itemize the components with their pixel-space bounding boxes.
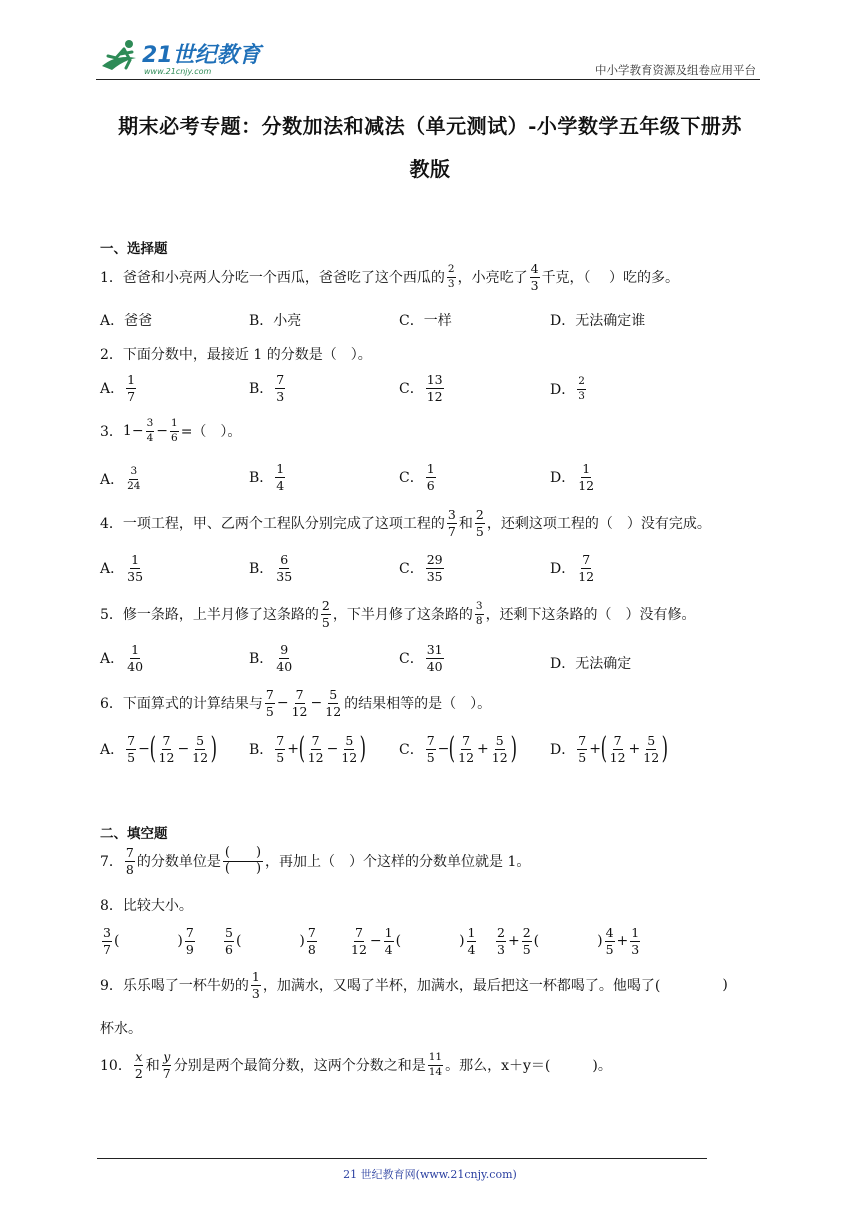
q1-option-c: C．一样 — [399, 313, 452, 329]
q1-option-d: D．无法确定谁 — [550, 313, 646, 329]
fraction: $\frac{2}{5}$ — [475, 507, 484, 539]
q8-compare-3: $\frac{7}{12}$ − $\frac{1}{4}$ ( ) $\frac{1}{4}$ — [351, 925, 476, 957]
fraction: $\frac{29}{35}$ — [426, 552, 443, 584]
page-title-line1: 期末必考专题：分数加法和减法（单元测试）-小学数学五年级下册苏 — [118, 114, 742, 138]
fraction: $\frac{7}{12}$ — [291, 687, 308, 719]
q1-option-b: B．小亮 — [249, 313, 302, 329]
question-2: 2．下面分数中，最接近 1 的分数是（ ）。 — [100, 347, 372, 363]
fraction: $\frac{7}{3}$ — [276, 372, 285, 404]
q4-option-b: B． $\frac{6}{35}$ — [249, 552, 293, 584]
fraction: $\frac{1}{7}$ — [127, 372, 136, 404]
fraction: $\frac{5}{12}$ — [491, 733, 508, 765]
fraction: $\frac{7}{9}$ — [185, 925, 194, 957]
fraction: $\frac{2}{3}$ — [497, 925, 505, 957]
fraction: $\frac{7}{12}$ — [609, 733, 626, 765]
fraction: $\frac{9}{40}$ — [276, 642, 293, 674]
fraction: $\frac{7}{5}$ — [276, 733, 285, 765]
q6-option-b: B． $\frac{7}{5}$ + ( $\frac{7}{12}$ − $\frac{5}{12}$ ) — [249, 731, 367, 767]
runner-logo-icon — [96, 36, 266, 78]
fraction: $\frac{5}{12}$ — [643, 733, 660, 765]
q3-option-b: B． $\frac{1}{4}$ — [249, 461, 285, 493]
fraction: $\frac{1}{3}$ — [251, 969, 260, 1001]
svg-text:21世纪教育: 21世纪教育 — [142, 43, 261, 68]
footer-link[interactable]: 21 世纪教育网(www.21cnjy.com) — [343, 1168, 517, 1181]
fraction: $\frac{y}{7}$ — [162, 1049, 171, 1081]
q2-option-a: A． $\frac{1}{7}$ — [100, 372, 136, 404]
q8-compare-1: $\frac{3}{7}$ ( ) $\frac{7}{9}$ — [103, 925, 194, 957]
fraction: $\frac{7}{12}$ — [578, 552, 595, 584]
footer-divider — [97, 1158, 707, 1159]
question-10: 10． $\frac{x}{2}$ 和 $\frac{y}{7}$ 分别是两个最简分数，这两个分数之和是 $\frac{11}{14}$ 。那么，x＋y＝( )。 — [100, 1049, 612, 1081]
question-4: 4． 一项工程，甲、乙两个工程队分别完成了这项工程的 $\frac{3}{7}$ 和 $\frac{2}{5}$ ，还剩这项工程的（ ）没有完成。 — [100, 507, 711, 539]
fraction: $\frac{5}{12}$ — [192, 733, 209, 765]
q3-option-d: D． $\frac{1}{12}$ — [550, 461, 595, 493]
fraction: $\frac{1}{12}$ — [578, 461, 595, 493]
q5-option-b: B． $\frac{9}{40}$ — [249, 642, 293, 674]
q8-compare-2: $\frac{5}{6}$ ( ) $\frac{7}{8}$ — [225, 925, 316, 957]
fraction: $\frac{7}{5}$ — [127, 733, 136, 765]
q1-option-a: A．爸爸 — [100, 313, 153, 329]
fraction: $\frac{7}{12}$ — [458, 733, 475, 765]
q3-option-a: A． $\frac{3}{24}$ — [100, 465, 141, 492]
site-logo — [96, 36, 266, 78]
section-heading-fill: 二、填空题 — [100, 826, 168, 842]
section-heading-choice: 一、选择题 — [100, 241, 168, 257]
q4-option-c: C． $\frac{29}{35}$ — [399, 552, 443, 584]
fraction: $\frac{3}{24}$ — [127, 465, 141, 492]
fraction: $\frac{1}{4}$ — [384, 925, 393, 957]
q6-option-a: A． $\frac{7}{5}$ − ( $\frac{7}{12}$ − $\frac{5}{12}$ ) — [100, 731, 218, 767]
q2-option-c: C． $\frac{13}{12}$ — [399, 372, 443, 404]
fraction: $\frac{1}{4}$ — [467, 925, 476, 957]
fraction: $\frac{7}{12}$ — [307, 733, 324, 765]
q4-option-d: D． $\frac{7}{12}$ — [550, 552, 595, 584]
header-platform-text: 中小学教育资源及组卷应用平台 — [595, 63, 756, 77]
fraction: $\frac{2}{3}$ — [447, 263, 455, 290]
q2-option-b: B． $\frac{7}{3}$ — [249, 372, 285, 404]
fraction: $\frac{1}{4}$ — [276, 461, 285, 493]
fraction: $\frac{7}{8}$ — [125, 845, 134, 877]
fraction: $\frac{2}{5}$ — [321, 598, 330, 630]
q3-option-c: C． $\frac{1}{6}$ — [399, 461, 435, 493]
fraction: $\frac{7}{12}$ — [351, 925, 367, 957]
q6-option-d: D． $\frac{7}{5}$ + ( $\frac{7}{12}$ + $\frac{5}{12}$ ) — [550, 731, 669, 767]
fraction: $\frac{3}{4}$ — [146, 417, 154, 444]
question-7: 7． $\frac{7}{8}$ 的分数单位是 ( ) ( ) ，再加上（ ）个这样的分数单位就是 1。 — [100, 845, 531, 877]
fraction: $\frac{31}{40}$ — [426, 642, 443, 674]
question-6: 6． 下面算式的计算结果与 $\frac{7}{5}$ − $\frac{7}{12}$ − $\frac{5}{12}$ 的结果相等的是（ ）。 — [100, 687, 492, 719]
q8-compare-4: $\frac{2}{3}$ + $\frac{2}{5}$ ( ) $\frac{4}{5}$ + $\frac{1}{3}$ — [497, 925, 640, 957]
question-8: 8．比较大小。 — [100, 898, 193, 914]
fraction: $\frac{4}{3}$ — [530, 261, 539, 293]
answer-blank-fraction[interactable]: ( ) ( ) — [224, 845, 262, 877]
q6-option-c: C． $\frac{7}{5}$ − ( $\frac{7}{12}$ + $\frac{5}{12}$ ) — [399, 731, 517, 767]
fraction: $\frac{1}{3}$ — [631, 925, 640, 957]
fraction: $\frac{3}{8}$ — [475, 600, 483, 627]
question-9-line2: 杯水。 — [100, 1021, 142, 1037]
q5-option-d: D． 无法确定 — [550, 656, 632, 672]
fraction: $\frac{4}{5}$ — [605, 925, 614, 957]
fraction: $\frac{5}{6}$ — [225, 925, 233, 957]
question-5: 5． 修一条路，上半月修了这条路的 $\frac{2}{5}$ ，下半月修了这条路的 $\frac{3}{8}$ ，还剩下这条路的（ ）没有修。 — [100, 598, 696, 630]
fraction: $\frac{x}{2}$ — [134, 1049, 143, 1081]
fraction: $\frac{7}{5}$ — [426, 733, 435, 765]
question-1: 1． 爸爸和小亮两人分吃一个西瓜，爸爸吃了这个西瓜的 $\frac{2}{3}$ ，小亮吃了 $\frac{4}{3}$ 千克，（ ）吃的多。 — [100, 261, 680, 293]
q4-option-a: A． $\frac{1}{35}$ — [100, 552, 144, 584]
fraction: $\frac{11}{14}$ — [428, 1051, 443, 1078]
fraction: $\frac{2}{5}$ — [522, 925, 531, 957]
svg-text:www.21cnjy.com: www.21cnjy.com — [144, 67, 212, 76]
fraction: $\frac{3}{7}$ — [447, 507, 456, 539]
fraction: $\frac{6}{35}$ — [276, 552, 293, 584]
q2-option-d: D． $\frac{2}{3}$ — [550, 375, 585, 402]
question-9: 9． 乐乐喝了一杯牛奶的 $\frac{1}{3}$ ，加满水，又喝了半杯，加满水，最后把这一杯都喝了。他喝了( ) — [100, 969, 728, 1001]
q5-option-c: C． $\frac{31}{40}$ — [399, 642, 443, 674]
fraction: $\frac{7}{12}$ — [158, 733, 175, 765]
q5-option-a: A． $\frac{1}{40}$ — [100, 642, 144, 674]
fraction: $\frac{13}{12}$ — [426, 372, 443, 404]
fraction: $\frac{5}{12}$ — [325, 687, 342, 719]
page-title-line2: 教版 — [409, 157, 451, 181]
fraction: $\frac{2}{3}$ — [578, 375, 585, 402]
fraction: $\frac{7}{8}$ — [307, 925, 316, 957]
fraction: $\frac{3}{7}$ — [103, 925, 111, 957]
fraction: $\frac{1}{40}$ — [127, 642, 144, 674]
fraction: $\frac{5}{12}$ — [341, 733, 358, 765]
fraction: $\frac{7}{5}$ — [578, 733, 587, 765]
question-3: 3． 1 − $\frac{3}{4}$ − $\frac{1}{6}$ =（ ）。 — [100, 417, 242, 444]
header-divider — [96, 79, 760, 80]
fraction: $\frac{1}{6}$ — [171, 417, 178, 444]
fraction: $\frac{1}{6}$ — [426, 461, 435, 493]
fraction: $\frac{7}{5}$ — [265, 687, 274, 719]
fraction: $\frac{1}{35}$ — [127, 552, 144, 584]
